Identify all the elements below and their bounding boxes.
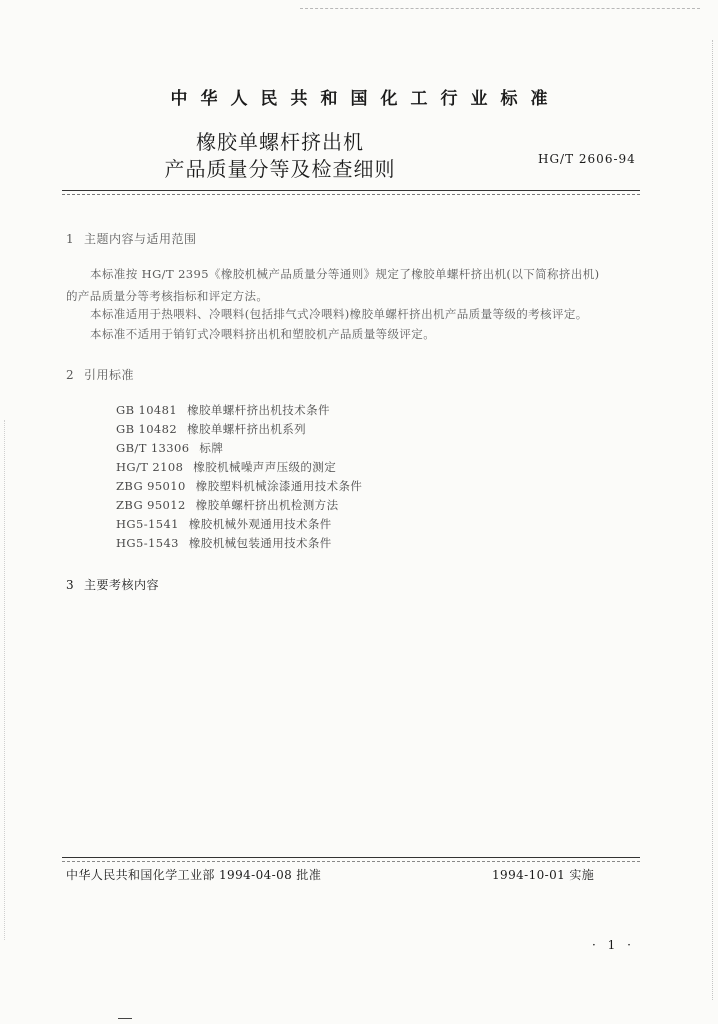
reference-item [116,402,330,418]
scan-noise-left-edge [4,420,5,940]
section1-paragraph-1-cont: 的产品质量分等考核指标和评定方法。 [66,289,269,303]
footer-rule-secondary [62,861,640,862]
section3-number: 3 [66,578,75,592]
reference-code: HG/T 2108 [116,460,184,474]
header-rule-secondary [62,194,640,195]
section2-heading [66,366,134,383]
reference-code: ZBG 95012 [116,498,186,512]
standard-body-header: 中华人民共和国化工行业标准 [170,89,561,109]
approval-line: 中华人民共和国化学工业部 1994-04-08 批准 [66,868,322,882]
section1-title: 主题内容与适用范围 [84,232,197,246]
reference-item [116,421,306,437]
reference-title: 橡胶单螺杆挤出机系列 [187,422,307,436]
scan-noise-right-edge [712,40,713,1000]
reference-code: GB 10481 [116,403,178,417]
document-title-line1: 橡胶单螺杆挤出机 [196,130,364,154]
section1-paragraph-1: 本标准按 HG/T 2395《橡胶机械产品质量分等通则》规定了橡胶单螺杆挤出机(以下简称挤出机) [90,267,600,281]
page-number: · 1 · [592,938,635,952]
reference-code: GB/T 13306 [116,441,190,455]
section3-heading [66,576,159,593]
section1-paragraph-2: 本标准适用于热喂料、冷喂料(包括排气式冷喂料)橡胶单螺杆挤出机产品质量等级的考核评定。 [90,307,588,321]
reference-code: HG5-1541 [116,517,179,531]
reference-title: 橡胶单螺杆挤出机检测方法 [195,498,339,512]
reference-code: GB 10482 [116,422,178,436]
reference-title: 橡胶塑料机械涂漆通用技术条件 [195,479,363,493]
section1-heading [66,230,197,247]
section1-number: 1 [66,232,75,246]
standard-code: HG/T 2606-94 [538,152,636,166]
reference-title: 橡胶机械包装通用技术条件 [188,536,332,550]
reference-title: 橡胶单螺杆挤出机技术条件 [187,403,330,417]
header-rule [62,190,640,191]
reference-code: ZBG 95010 [116,479,186,493]
scan-noise-bottom [118,1018,132,1019]
scan-noise-top [300,8,700,9]
reference-item [116,459,336,475]
reference-item [116,497,339,513]
reference-item [116,440,223,456]
section3-title: 主要考核内容 [84,578,160,592]
section1-paragraph-3: 本标准不适用于销钉式冷喂料挤出机和塑胶机产品质量等级评定。 [90,327,436,341]
reference-code: HG5-1543 [116,536,179,550]
reference-item [116,535,332,551]
section2-number: 2 [66,368,75,382]
document-title-line2: 产品质量分等及检查细则 [164,157,396,181]
implementation-date: 1994-10-01 实施 [492,868,595,882]
reference-title: 橡胶机械噪声声压级的测定 [193,460,337,474]
reference-title: 标牌 [199,441,224,455]
reference-title: 橡胶机械外观通用技术条件 [188,517,332,531]
reference-item [116,478,362,494]
section2-title: 引用标准 [84,368,135,382]
reference-item [116,516,332,532]
footer-rule [62,857,640,858]
